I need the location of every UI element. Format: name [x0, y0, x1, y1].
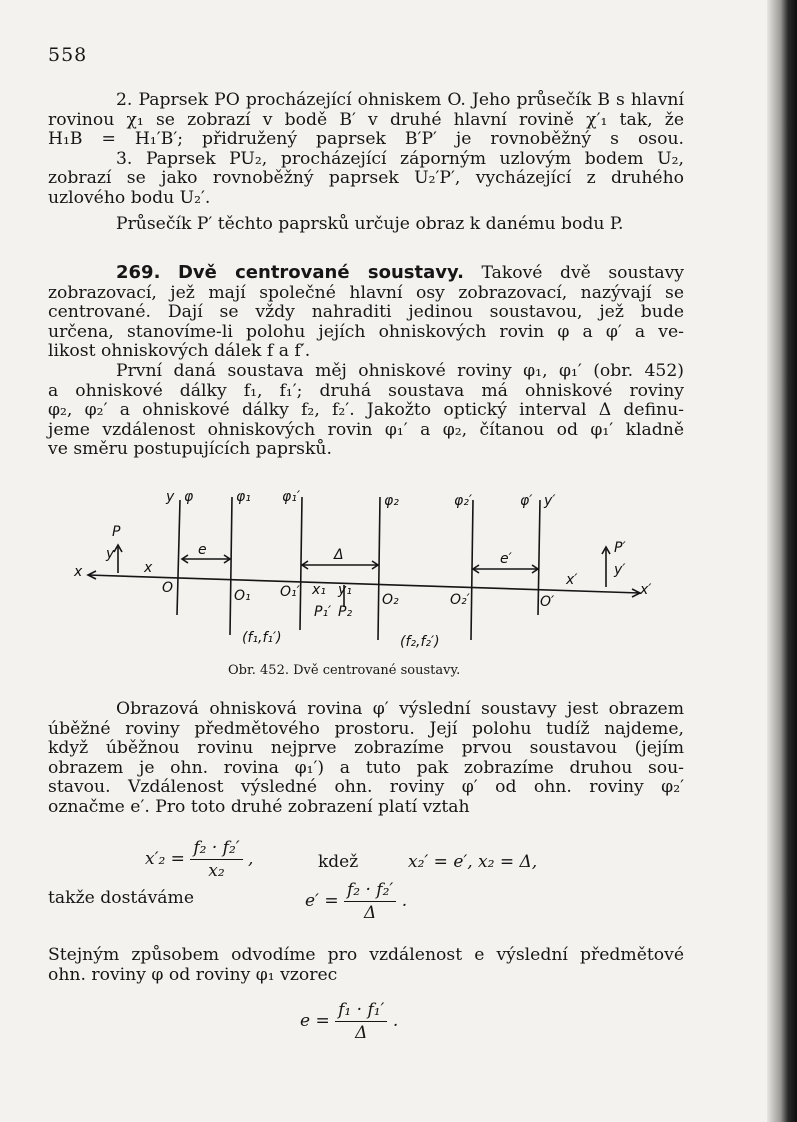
- text-line: Takové dvě soustavy: [481, 263, 684, 283]
- text-line: zobrazovací, jež mají společné hlavní osy zobrazovací, nazývají se: [48, 282, 684, 303]
- equation-1: [145, 838, 253, 881]
- paragraph-3: [48, 946, 684, 985]
- optical-diagram: [70, 485, 680, 660]
- label-x1: x₁: [312, 582, 326, 598]
- text-line: centrované. Dají se vždy nahraditi jedinou soustavou, jež bude: [48, 302, 684, 323]
- label-phi1: φ₁: [236, 489, 251, 505]
- eq3-numerator: f₁ · f₁′: [335, 1000, 387, 1022]
- eq3-denominator: Δ: [355, 1023, 368, 1043]
- label-xp-right: x′: [640, 582, 652, 598]
- text-line: 2. Paprsek PO procházející ohniskem O. Jeho průsečík B s hlavní: [116, 90, 684, 110]
- text-line: zobrazí se jako rovnoběžný paprsek U₂′P′, vycházející z druhého: [48, 168, 684, 189]
- figure-452: [70, 485, 680, 685]
- equation-3: [300, 1000, 398, 1043]
- text-line: označme e′. Pro toto druhé zobrazení platí vztah: [48, 796, 470, 817]
- label-yp-top: y′: [544, 493, 556, 509]
- text-line: Průsečík P′ těchto paprsků určuje obraz k danému bodu P.: [116, 213, 624, 234]
- label-y1: y₁: [338, 582, 352, 598]
- label-phi: φ: [184, 489, 194, 505]
- text-line: rovinou χ₁ se zobrazí v bodě B′ v druhé hlavní rovině χ′₁ tak, že: [48, 109, 684, 130]
- label-P2: P₂: [338, 604, 353, 620]
- text-line: Obrazová ohnisková rovina φ′ výslední soustavy jest obrazem: [116, 699, 684, 719]
- text-line: likost ohniskových dálek f a f′.: [48, 341, 311, 362]
- label-y: y: [166, 489, 175, 505]
- label-yp: y′: [614, 562, 626, 578]
- label-e: e: [198, 542, 207, 558]
- figure-caption: Obr. 452. Dvě centrované soustavy.: [228, 663, 461, 678]
- plane-phi1p: [300, 497, 302, 630]
- eq1-conditions: x₂′ = e′, x₂ = Δ,: [408, 852, 538, 872]
- label-O2: O₂: [382, 592, 399, 608]
- eq1-kdez: kdež: [318, 852, 359, 872]
- label-O: O: [162, 580, 174, 596]
- eq1-fraction: [190, 838, 242, 881]
- label-ep: e′: [500, 551, 512, 567]
- eq3-fraction: [335, 1000, 387, 1043]
- text-line: uzlového bodu U₂′.: [48, 187, 211, 208]
- label-xp: x′: [566, 572, 578, 588]
- plane-phi2: [378, 497, 380, 640]
- eq3-tail: .: [392, 1011, 399, 1031]
- plane-phi2p: [471, 500, 473, 640]
- eq2-lhs: e′ =: [305, 891, 339, 911]
- paragraph-2: [48, 700, 684, 818]
- label-phi1p: φ₁′: [282, 489, 301, 505]
- label-f1f1p: (f₁,f₁′): [242, 630, 282, 646]
- text-line: úběžné roviny předmětového prostoru. Její polohu tudíž najdeme,: [48, 718, 684, 739]
- text-line: stavou. Vzdálenost výsledné ohn. roviny φ′ od ohn. roviny φ₂′: [48, 777, 684, 798]
- eq1-denominator: x₂: [208, 861, 225, 881]
- text-line: H₁B = H₁′B′; přidružený paprsek B′P′ je rovnoběžný s osou.: [48, 129, 684, 150]
- eq2-numerator: f₂ · f₂′: [344, 880, 396, 902]
- text-line: obrazem je ohn. rovina φ₁′) a tuto pak zobrazíme druhou sou-: [48, 757, 684, 778]
- text-line: 3. Paprsek PU₂, procházející záporným uzlovým bodem U₂,: [116, 148, 684, 169]
- eq2-fraction: [344, 880, 396, 923]
- label-x: x: [144, 560, 153, 576]
- section-269: [48, 263, 684, 460]
- label-x-left: x: [74, 564, 83, 580]
- label-phip: φ′: [520, 493, 533, 509]
- text-line: Stejným způsobem odvodíme pro vzdálenost e výslední předmětové: [48, 945, 684, 965]
- label-f2f2p: (f₂,f₂′): [400, 634, 440, 650]
- label-O1p: O₁′: [280, 584, 300, 600]
- eq3-lhs: e =: [300, 1011, 330, 1031]
- text-line: takže dostáváme: [48, 888, 195, 908]
- text-line: a ohniskové dálky f₁, f₁′; druhá soustava má ohniskové roviny: [48, 380, 684, 401]
- label-Op: O′: [540, 594, 555, 610]
- eq1-numerator: f₂ · f₂′: [190, 838, 242, 860]
- text-line: určena, stanovíme-li polohu jejích ohniskových rovin φ a φ′ a ve-: [48, 321, 684, 342]
- eq1-lhs: x′₂ =: [145, 849, 185, 869]
- page-number: 558: [48, 44, 88, 66]
- eq1-tail: ,: [248, 849, 254, 869]
- section-number: 269.: [116, 262, 161, 283]
- eq2-tail: .: [401, 891, 408, 911]
- plane-phi1: [230, 497, 232, 635]
- text-line: φ₂, φ₂′ a ohniskové dálky f₂, f₂′. Jakožto optický interval Δ definu-: [48, 400, 684, 421]
- text-line: jeme vzdálenost ohniskových rovin φ₁′ a φ₂, čítanou od φ₁′ kladně: [48, 419, 684, 440]
- text-line: když úběžnou rovinu nejprve zobrazíme prvou soustavou (jejím: [48, 738, 684, 759]
- label-P: P: [112, 524, 121, 540]
- label-y-object: y: [106, 546, 115, 562]
- label-phi2p: φ₂′: [454, 493, 473, 509]
- label-O1: O₁: [234, 588, 251, 604]
- intro-paragraph: [48, 91, 684, 234]
- text-line: ve směru postupujících paprsků.: [48, 439, 332, 460]
- text-line: První daná soustava měj ohniskové roviny φ₁, φ₁′ (obr. 452): [116, 360, 684, 381]
- section-heading-line: [48, 263, 684, 284]
- plane-phi: [177, 500, 180, 615]
- label-phi2: φ₂: [384, 493, 399, 509]
- text-line: ohn. roviny φ od roviny φ₁ vzorec: [48, 964, 338, 985]
- label-P1p: P₁′: [314, 604, 332, 620]
- takze-line: [48, 889, 348, 909]
- book-binding-shadow: [767, 0, 797, 1122]
- label-delta: Δ: [334, 547, 344, 563]
- equation-2: [305, 880, 407, 923]
- label-Pp: P′: [614, 540, 626, 556]
- label-O2p: O₂′: [450, 592, 470, 608]
- section-title: Dvě centrované soustavy.: [177, 262, 464, 283]
- eq2-denominator: Δ: [363, 903, 377, 923]
